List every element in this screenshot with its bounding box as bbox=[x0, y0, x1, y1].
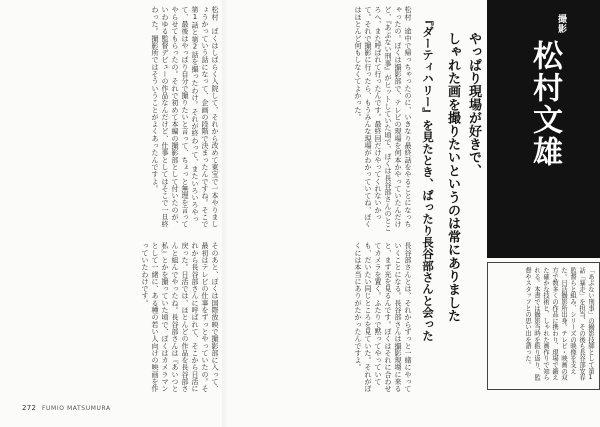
interview-subtitle bbox=[440, 32, 484, 332]
person-name: 松村文雄 bbox=[527, 40, 562, 168]
right-upper-paragraph: 松村 途中で帰っちゃったのに、いきなり最終話をやることになっちゃったの。ぼくは撮影部で、テレビの現場を何本かやっていたんだけど、『あぶない刑事』がヒットしていた頃で、ぼくは長谷部さんのところへ、また呼ばれて行ったんです。最終回だけやってくれないかって。それで撮影に行ったら、もうみんな現場がわかっていてね、ぼくはほとんど何もしなくてよかった。 bbox=[354, 6, 412, 232]
left-page-upper-body bbox=[20, 6, 220, 234]
role-label: 撮影 bbox=[556, 14, 566, 34]
left-upper-paragraph: 松村 ぼくはしばらく入院して、それから改めて東宝で一本やりましょうかっていう話になって、企画の段階で決まったんですね。そこで第1話と第2話を撮ったわけ。それが終わって、またいろいろやって、最後はやっぱり自分で撮りたいと言って、ちょっと無理を言ってやらせてもらったの。それで初めて本編の撮影部として付いたのが、いわゆる監督デビューの作品なんだけど、仕事としてはそこで一旦終わった。撮影所ではそういうことがよくあったんですよ。 bbox=[151, 6, 219, 228]
left-page-lower-body bbox=[20, 242, 220, 398]
page-number: 272 bbox=[22, 404, 37, 412]
section-heading: 『ダーティハリー』を見たとき、ぱったり長谷部さんと会った bbox=[421, 14, 435, 342]
right-page-upper-body bbox=[228, 6, 413, 234]
right-lower-paragraph: 長谷部さんとは、それからずっと一緒にやっていくことになる。長谷部さんは撮影現場に来ると、まず光を見るんです。ぼくはそれに合わせてカメラを置く。ふたりで黙ってやっていても、だいたい同じところを見ていた。それがぼくには本当にありがたかったんですよ。 bbox=[354, 242, 412, 393]
profile-text: 「あぶない刑事」の撮影技師として第1話「暴走」を担当、その後も長谷部安春監督らと組み、シリーズの映像を支えた。日活撮影所出身。テレビ・映画の双方で数多くの作品に携わり、現場で鍛えた確かな技術と、しゃれた画作りで知られる。本書では撮影当時を振り返り、監督やスタッフとの思い出を語った。 bbox=[524, 267, 594, 382]
running-footer: FUMIO MATSUMURA bbox=[42, 405, 111, 412]
left-lower-paragraph: そのあと、ぼくは国際放映で撮影部に入って、最初はテレビの仕事をずっとやっていたの。それから長谷部さんに呼ばれて、そこから日活に戻った。日活では、ほとんどの作品を長谷部さんと組んでやったね。長谷部さんは『あいつと私』とかを撮っていた頃で、ぼくはカメラマンとして一緒に、ある種の若い人向けの映画を作っていたわけです。 bbox=[141, 242, 219, 393]
subtitle-line-2: しゃれた画を撮りたいというのは常にありました bbox=[445, 32, 460, 323]
subtitle-line-1: やっぱり現場が好きで、 bbox=[466, 32, 481, 178]
profile-box bbox=[487, 262, 600, 390]
right-page-lower-body bbox=[228, 242, 413, 398]
